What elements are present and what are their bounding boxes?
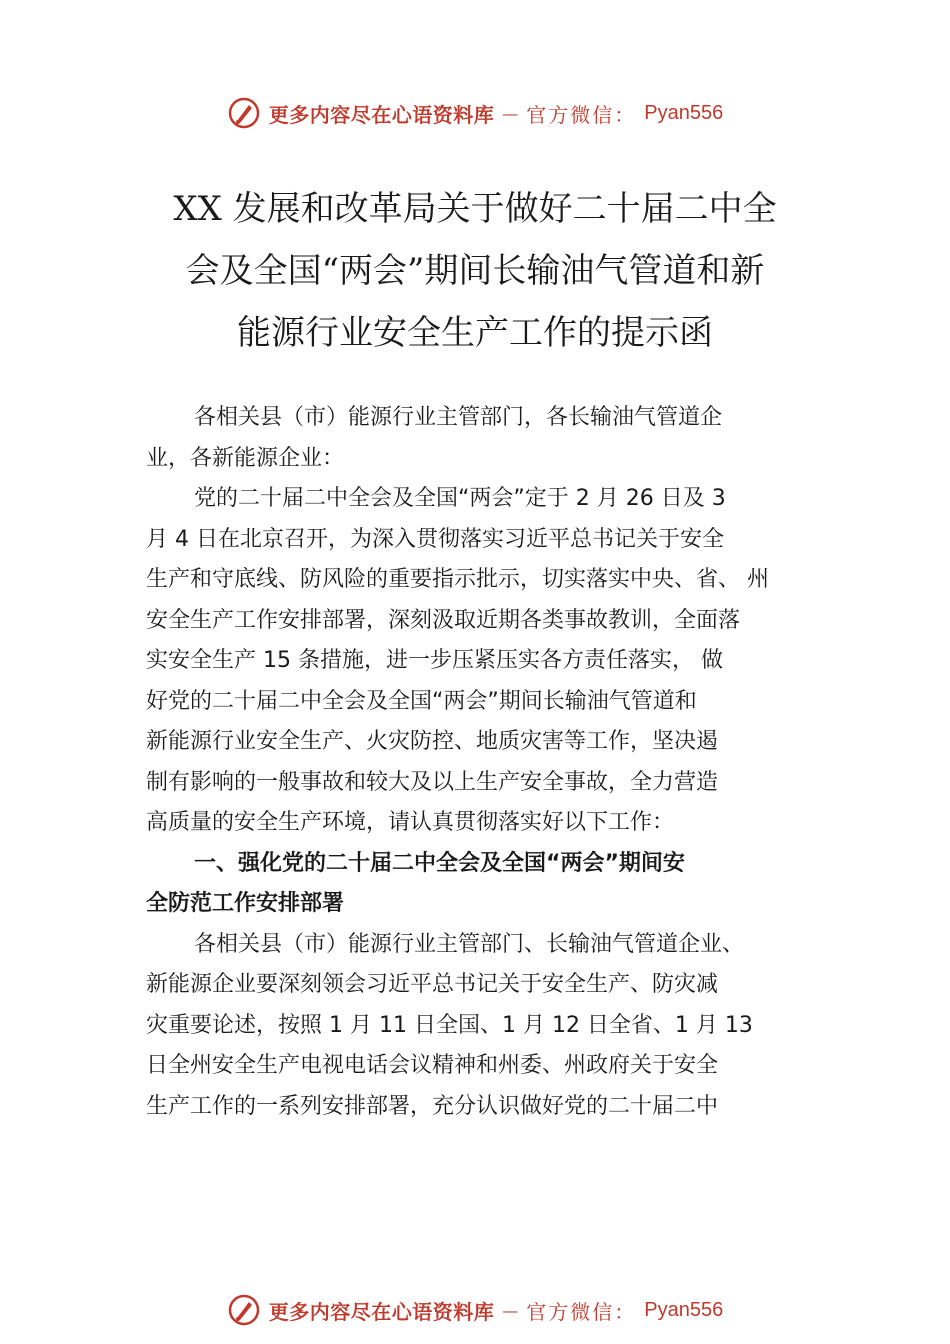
text-line: 月 4 日在北京召开，为深入贯彻落实习近平总书记关于安全 (146, 526, 724, 552)
text-line: 新能源企业要深刻领会习近平总书记关于安全生产、防灾减 (146, 972, 719, 997)
section-heading: 一、强化党的二十届二中全会及全国“两会”期间安 (194, 850, 685, 876)
pen-logo-icon (227, 1293, 261, 1327)
text-line: 党的二十届二中全会及全国“两会”定于 2 月 26 日及 3 (194, 486, 726, 511)
text-line: 业，各新能源企业： (146, 445, 345, 471)
watermark-id: Pyan556 (644, 101, 724, 124)
title-line: 会及全国“两会”期间长输油气管道和新 (185, 251, 765, 291)
text-line: 日全州安全生产电视电话会议精神和州委、州政府关于安全 (146, 1053, 719, 1078)
document-body (146, 398, 826, 1127)
watermark-footer (0, 1290, 950, 1330)
title-line: 能源行业安全生产工作的提示函 (237, 313, 713, 353)
watermark-brand: 更多内容尽在心语资料库 (268, 1299, 495, 1324)
text-line: 实安全生产 15 条措施，进一步压紧压实各方责任落实， 做 (146, 648, 723, 673)
text-line: 灾重要论述，按照 1 月 11 日全国、1 月 12 日全省、1 月 13 (146, 1012, 753, 1038)
section-heading: 全防范工作安排部署 (146, 891, 345, 916)
text-line: 高质量的安全生产环境，请认真贯彻落实好以下工作： (146, 810, 675, 835)
text-line: 各相关县（市）能源行业主管部门、长输油气管道企业、 (194, 931, 745, 957)
watermark-label: 官方微信： (526, 1299, 637, 1324)
watermark-label: 官方微信： (526, 102, 637, 127)
watermark-brand: 更多内容尽在心语资料库 (268, 102, 495, 127)
document-title (100, 178, 850, 364)
text-line: 各相关县（市）能源行业主管部门，各长输油气管道企 (194, 405, 723, 430)
watermark-id: Pyan556 (644, 1298, 724, 1321)
title-line: XX 发展和改革局关于做好二十届二中全 (173, 189, 777, 229)
text-line: 制有影响的一般事故和较大及以上生产安全事故，全力营造 (146, 769, 719, 795)
text-line: 生产和守底线、防风险的重要指示批示，切实落实中央、省、 州 (146, 567, 769, 592)
watermark-dash: — (502, 103, 519, 123)
text-line: 好党的二十届二中全会及全国“两会”期间长输油气管道和 (146, 688, 697, 714)
text-line: 安全生产工作安排部署，深刻汲取近期各类事故教训，全面落 (146, 607, 741, 633)
pen-logo-icon (227, 96, 261, 130)
watermark-header (0, 93, 950, 133)
text-line: 生产工作的一系列安排部署，充分认识做好党的二十届二中 (146, 1093, 719, 1119)
watermark-dash: — (502, 1300, 519, 1320)
text-line: 新能源行业安全生产、火灾防控、地质灾害等工作，坚决遏 (146, 729, 719, 754)
